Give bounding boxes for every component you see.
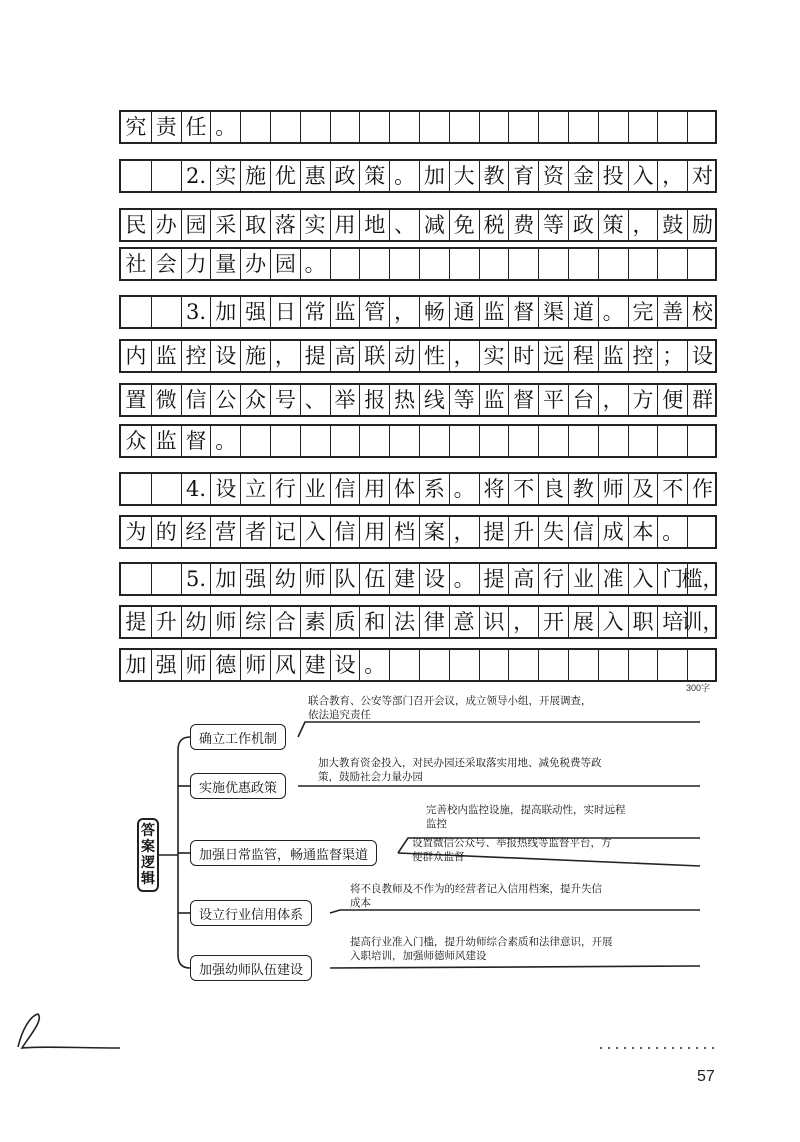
essay-cell: 政 bbox=[568, 210, 598, 240]
essay-cell: 信 bbox=[181, 385, 211, 415]
mindmap-detail-4: 将不良教师及不作为的经营者记入信用档案，提升失信 成本 bbox=[350, 883, 602, 909]
essay-cell: 办 bbox=[240, 249, 270, 279]
essay-cell: 升 bbox=[508, 517, 538, 547]
essay-cell: 众 bbox=[125, 428, 147, 453]
mindmap-branch-3: 加强日常监管，畅通监督渠道 bbox=[190, 840, 377, 866]
essay-cell: 。 bbox=[389, 161, 419, 191]
essay-cell: 监 bbox=[479, 297, 509, 327]
essay-cell: 投 bbox=[598, 161, 628, 191]
essay-cell: 方 bbox=[628, 385, 658, 415]
mindmap-branch-5: 加强幼师队伍建设 bbox=[190, 955, 312, 981]
essay-cell: 幼 bbox=[270, 564, 300, 594]
essay-cell: 政 bbox=[330, 161, 360, 191]
essay-cell: 量 bbox=[210, 249, 240, 279]
essay-cell: 设 bbox=[687, 341, 717, 371]
essay-cell: 优 bbox=[270, 161, 300, 191]
essay-cell: 资 bbox=[538, 161, 568, 191]
essay-cell: 社 bbox=[125, 251, 147, 276]
essay-cell: 意 bbox=[449, 607, 479, 637]
essay-cell: 免 bbox=[449, 210, 479, 240]
essay-cell: 会 bbox=[151, 249, 181, 279]
essay-cell: 校 bbox=[687, 297, 717, 327]
essay-cell: 强 bbox=[151, 650, 181, 680]
essay-cell: 程 bbox=[568, 341, 598, 371]
essay-cell: 举 bbox=[330, 385, 360, 415]
essay-cell: 教 bbox=[479, 161, 509, 191]
essay-cell: ， bbox=[449, 517, 479, 547]
essay-cell: 完 bbox=[628, 297, 658, 327]
essay-cell: 实 bbox=[300, 210, 330, 240]
essay-cell: 师 bbox=[598, 474, 628, 504]
mindmap-root-char: 案 bbox=[141, 839, 155, 855]
essay-cell: 策 bbox=[359, 161, 389, 191]
essay-cell: 2. bbox=[181, 161, 211, 191]
essay-cell: 实 bbox=[210, 161, 240, 191]
essay-cell: 鼓 bbox=[657, 210, 687, 240]
essay-cell: 信 bbox=[568, 517, 598, 547]
essay-cell: 强 bbox=[240, 297, 270, 327]
essay-cell: 入 bbox=[598, 607, 628, 637]
mindmap-root-char: 答 bbox=[141, 823, 155, 839]
essay-cell: 督 bbox=[181, 426, 211, 456]
essay-cell: 良 bbox=[538, 474, 568, 504]
essay-cell: 对 bbox=[687, 161, 717, 191]
essay-cell: 5. bbox=[181, 564, 211, 594]
essay-cell: 师 bbox=[210, 607, 240, 637]
essay-cell: 提 bbox=[479, 564, 509, 594]
essay-cell: 置 bbox=[125, 387, 147, 412]
essay-cell: 队 bbox=[330, 564, 360, 594]
essay-cell: 师 bbox=[240, 650, 270, 680]
essay-cell: 施 bbox=[240, 341, 270, 371]
essay-cell: 监 bbox=[151, 341, 181, 371]
essay-cell: 力 bbox=[181, 249, 211, 279]
essay-cell: 作 bbox=[687, 474, 717, 504]
essay-cell: 师 bbox=[300, 564, 330, 594]
essay-cell: 行 bbox=[270, 474, 300, 504]
essay-cell: 等 bbox=[449, 385, 479, 415]
essay-cell: 不 bbox=[508, 474, 538, 504]
essay-cell: 大 bbox=[449, 161, 479, 191]
essay-cell: 4. bbox=[181, 474, 211, 504]
essay-cell: 。 bbox=[449, 564, 479, 594]
essay-cell: 号 bbox=[270, 385, 300, 415]
essay-cell: 将 bbox=[479, 474, 509, 504]
mindmap-root-char: 逻 bbox=[141, 855, 155, 871]
essay-cell: 惠 bbox=[300, 161, 330, 191]
essay-cell: 升 bbox=[151, 607, 181, 637]
essay-cell: 民 bbox=[125, 212, 147, 237]
essay-cell: 设 bbox=[419, 564, 449, 594]
essay-cell: 开 bbox=[538, 607, 568, 637]
essay-cell: 伍 bbox=[359, 564, 389, 594]
essay-cell: 综 bbox=[240, 607, 270, 637]
essay-cell: ， bbox=[270, 341, 300, 371]
essay-cell: 教 bbox=[568, 474, 598, 504]
essay-cell: 用 bbox=[359, 517, 389, 547]
essay-cell: 质 bbox=[330, 607, 360, 637]
essay-cell: 准 bbox=[598, 564, 628, 594]
essay-cell: 性 bbox=[419, 341, 449, 371]
essay-cell: 通 bbox=[449, 297, 479, 327]
essay-cell: 励 bbox=[687, 210, 717, 240]
essay-cell: ， bbox=[389, 297, 419, 327]
essay-cell: 营 bbox=[210, 517, 240, 547]
essay-cell: ， bbox=[628, 210, 658, 240]
essay-cell: 建 bbox=[389, 564, 419, 594]
essay-cell: ， bbox=[657, 161, 687, 191]
essay-cell: 和 bbox=[359, 607, 389, 637]
essay-cell: 用 bbox=[330, 210, 360, 240]
essay-cell: 究 bbox=[125, 114, 147, 139]
essay-cell: 报 bbox=[359, 385, 389, 415]
essay-cell: 律 bbox=[419, 607, 449, 637]
essay-cell: 业 bbox=[568, 564, 598, 594]
essay-cell: 用 bbox=[359, 474, 389, 504]
essay-cell: 提 bbox=[479, 517, 509, 547]
essay-cell: 远 bbox=[538, 341, 568, 371]
essay-cell: 训， bbox=[687, 607, 717, 637]
mindmap-branch-2: 实施优惠政策 bbox=[190, 773, 286, 799]
essay-cell: 公 bbox=[210, 385, 240, 415]
essay-cell: 费 bbox=[508, 210, 538, 240]
essay-cell: 经 bbox=[181, 517, 211, 547]
essay-cell: 日 bbox=[270, 297, 300, 327]
essay-cell: 3. bbox=[181, 297, 211, 327]
essay-cell: 。 bbox=[300, 249, 330, 279]
essay-cell: 善 bbox=[657, 297, 687, 327]
essay-cell: 微 bbox=[151, 385, 181, 415]
essay-cell: 。 bbox=[210, 112, 240, 142]
essay-cell: 及 bbox=[628, 474, 658, 504]
essay-cell: 地 bbox=[359, 210, 389, 240]
essay-cell: 。 bbox=[657, 517, 687, 547]
essay-cell: 控 bbox=[628, 341, 658, 371]
essay-cell: 育 bbox=[508, 161, 538, 191]
essay-cell: 设 bbox=[330, 650, 360, 680]
essay-cell: ， bbox=[598, 385, 628, 415]
essay-cell: ， bbox=[449, 341, 479, 371]
essay-cell: 实 bbox=[479, 341, 509, 371]
essay-cell: 档 bbox=[389, 517, 419, 547]
essay-cell: 失 bbox=[538, 517, 568, 547]
word-count: 300字 bbox=[686, 683, 711, 693]
essay-cell: 道 bbox=[568, 297, 598, 327]
essay-cell: 入 bbox=[300, 517, 330, 547]
essay-cell: 动 bbox=[389, 341, 419, 371]
essay-cell: 加 bbox=[210, 564, 240, 594]
essay-cell: 管 bbox=[359, 297, 389, 327]
essay-cell: 师 bbox=[181, 650, 211, 680]
essay-cell: 便 bbox=[657, 385, 687, 415]
essay-cell: 责 bbox=[151, 112, 181, 142]
mindmap-branch-4: 设立行业信用体系 bbox=[190, 900, 312, 926]
mindmap-detail-1: 联合教育、公安等部门召开会议，成立领导小组，开展调查， 依法追究责任 bbox=[308, 695, 592, 721]
essay-cell: 加 bbox=[419, 161, 449, 191]
essay-cell: 业 bbox=[300, 474, 330, 504]
mindmap-root-char: 辑 bbox=[141, 871, 155, 887]
essay-cell: ； bbox=[657, 341, 687, 371]
essay-cell: 体 bbox=[389, 474, 419, 504]
essay-cell: 督 bbox=[508, 385, 538, 415]
essay-cell: 任 bbox=[181, 112, 211, 142]
essay-cell: 合 bbox=[270, 607, 300, 637]
essay-cell: 平 bbox=[538, 385, 568, 415]
essay-cell: 者 bbox=[240, 517, 270, 547]
essay-cell: 。 bbox=[449, 474, 479, 504]
mindmap-detail-3b: 设置微信公众号、举报热线等监督平台，方 便群众监督 bbox=[412, 837, 612, 863]
essay-cell: 群 bbox=[687, 385, 717, 415]
essay-cell: 建 bbox=[300, 650, 330, 680]
essay-cell: 门 bbox=[657, 564, 687, 594]
essay-cell: 台 bbox=[568, 385, 598, 415]
essay-cell: 热 bbox=[389, 385, 419, 415]
essay-cell: 渠 bbox=[538, 297, 568, 327]
essay-cell: 风 bbox=[270, 650, 300, 680]
essay-cell: 幼 bbox=[181, 607, 211, 637]
mindmap-detail-3a: 完善校内监控设施，提高联动性，实时远程 监控 bbox=[426, 804, 626, 830]
essay-cell: 本 bbox=[628, 517, 658, 547]
essay-cell: 加 bbox=[125, 652, 147, 677]
essay-cell: 畅 bbox=[419, 297, 449, 327]
essay-cell: 。 bbox=[598, 297, 628, 327]
essay-cell: 槛， bbox=[687, 564, 717, 594]
essay-cell: 税 bbox=[479, 210, 509, 240]
essay-cell: 为 bbox=[125, 519, 147, 544]
essay-cell: 联 bbox=[359, 341, 389, 371]
essay-cell: 识 bbox=[479, 607, 509, 637]
essay-cell: 不 bbox=[657, 474, 687, 504]
essay-cell: 案 bbox=[419, 517, 449, 547]
essay-cell: 加 bbox=[210, 297, 240, 327]
essay-cell: 取 bbox=[240, 210, 270, 240]
essay-cell: 法 bbox=[389, 607, 419, 637]
essay-cell: 施 bbox=[240, 161, 270, 191]
essay-cell: 线 bbox=[419, 385, 449, 415]
essay-cell: 提 bbox=[125, 609, 147, 634]
essay-cell: 入 bbox=[628, 161, 658, 191]
essay-cell: 入 bbox=[628, 564, 658, 594]
mindmap-detail-2: 加大教育资金投入，对民办园还采取落实用地、减免税费等政 策，鼓励社会力量办园 bbox=[318, 757, 602, 783]
mindmap-detail-5: 提高行业准入门槛，提升幼师综合素质和法律意识，开展 入职培训，加强师德师风建设 bbox=[350, 936, 613, 962]
essay-cell: 、 bbox=[389, 210, 419, 240]
essay-cell: 职 bbox=[628, 607, 658, 637]
essay-cell: 园 bbox=[270, 249, 300, 279]
essay-cell: 记 bbox=[270, 517, 300, 547]
essay-cell: 内 bbox=[125, 343, 147, 368]
essay-cell: 的 bbox=[151, 517, 181, 547]
mindmap-root-label bbox=[137, 818, 159, 892]
essay-cell: 监 bbox=[330, 297, 360, 327]
essay-cell: 高 bbox=[508, 564, 538, 594]
essay-cell: 策 bbox=[598, 210, 628, 240]
essay-cell: 强 bbox=[240, 564, 270, 594]
essay-cell: 素 bbox=[300, 607, 330, 637]
essay-cell: 园 bbox=[181, 210, 211, 240]
essay-cell: 信 bbox=[330, 474, 360, 504]
essay-cell: 德 bbox=[210, 650, 240, 680]
essay-cell: 金 bbox=[568, 161, 598, 191]
essay-cell: 系 bbox=[419, 474, 449, 504]
essay-cell: 信 bbox=[330, 517, 360, 547]
essay-cell: 。 bbox=[359, 650, 389, 680]
essay-cell: 高 bbox=[330, 341, 360, 371]
essay-cell: 监 bbox=[598, 341, 628, 371]
essay-cell: 设 bbox=[210, 474, 240, 504]
essay-cell: 、 bbox=[300, 385, 330, 415]
essay-cell: 行 bbox=[538, 564, 568, 594]
essay-cell: 监 bbox=[479, 385, 509, 415]
essay-cell: 控 bbox=[181, 341, 211, 371]
essay-cell: 众 bbox=[240, 385, 270, 415]
page-number: 57 bbox=[697, 1068, 715, 1085]
essay-cell: 督 bbox=[508, 297, 538, 327]
essay-cell: 等 bbox=[538, 210, 568, 240]
essay-cell: 时 bbox=[508, 341, 538, 371]
essay-cell: 。 bbox=[210, 426, 240, 456]
essay-cell: 采 bbox=[210, 210, 240, 240]
essay-cell: 监 bbox=[151, 426, 181, 456]
essay-cell: ， bbox=[508, 607, 538, 637]
essay-cell: 办 bbox=[151, 210, 181, 240]
essay-cell: 展 bbox=[568, 607, 598, 637]
pen-doodle-icon bbox=[18, 1014, 720, 1048]
essay-cell: 立 bbox=[240, 474, 270, 504]
essay-cell: 培 bbox=[657, 607, 687, 637]
essay-cell: 设 bbox=[210, 341, 240, 371]
essay-cell: 提 bbox=[300, 341, 330, 371]
mindmap-branch-1: 确立工作机制 bbox=[190, 724, 286, 750]
essay-cell: 成 bbox=[598, 517, 628, 547]
essay-cell: 减 bbox=[419, 210, 449, 240]
essay-cell: 落 bbox=[270, 210, 300, 240]
essay-cell: 常 bbox=[300, 297, 330, 327]
